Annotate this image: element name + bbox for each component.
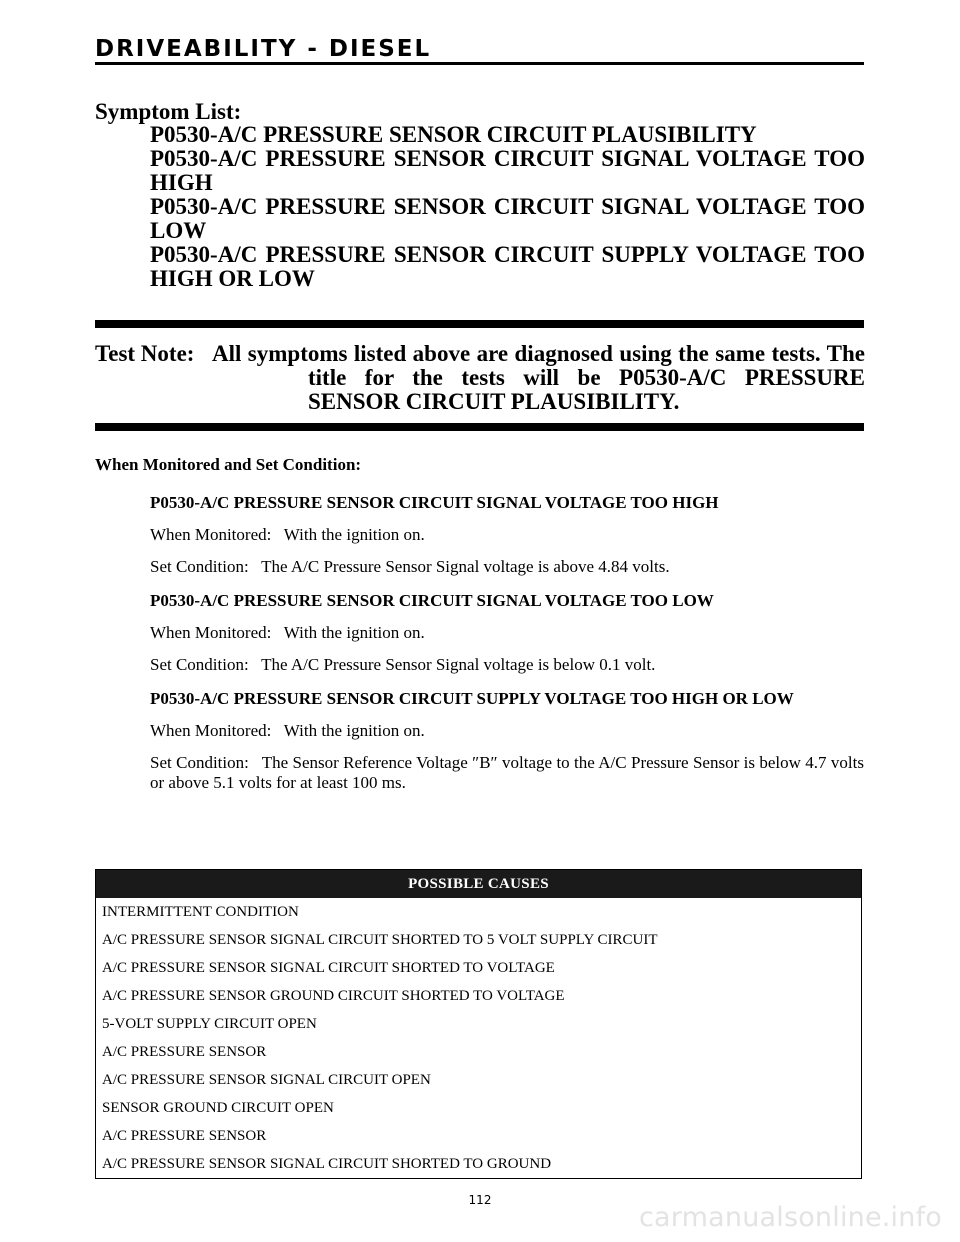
test-note-label: Test Note: <box>95 341 195 366</box>
cause-row: A/C PRESSURE SENSOR <box>102 1044 267 1060</box>
conditions-section <box>150 493 869 805</box>
cause-row: A/C PRESSURE SENSOR SIGNAL CIRCUIT SHORTED TO VOLTAGE <box>102 960 555 976</box>
cause-row: A/C PRESSURE SENSOR SIGNAL CIRCUIT SHORTED TO GROUND <box>102 1156 552 1172</box>
cause-row: INTERMITTENT CONDITION <box>102 904 299 920</box>
test-note-top-rule <box>95 320 864 328</box>
possible-causes-table <box>95 869 862 1179</box>
set-condition-text: Set Condition: The A/C Pressure Sensor Signal voltage is above 4.84 volts. <box>150 557 670 576</box>
possible-causes-header: POSSIBLE CAUSES <box>96 870 862 899</box>
page-number: 112 <box>468 1193 492 1207</box>
cause-row: A/C PRESSURE SENSOR SIGNAL CIRCUIT SHORTED TO 5 VOLT SUPPLY CIRCUIT <box>102 932 658 948</box>
cause-row: SENSOR GROUND CIRCUIT OPEN <box>102 1100 334 1116</box>
test-note-bottom-rule <box>95 423 864 431</box>
cause-row: A/C PRESSURE SENSOR SIGNAL CIRCUIT OPEN <box>102 1072 431 1088</box>
condition-group <box>150 493 864 577</box>
monitored-heading: When Monitored and Set Condition: <box>95 455 362 474</box>
symptom-item: P0530-A/C PRESSURE SENSOR CIRCUIT SIGNAL VOLTAGE TOO LOW <box>150 194 865 243</box>
when-monitored-text: When Monitored: With the ignition on. <box>150 525 425 544</box>
condition-title: P0530-A/C PRESSURE SENSOR CIRCUIT SIGNAL VOLTAGE TOO LOW <box>150 591 714 610</box>
cause-row: A/C PRESSURE SENSOR <box>102 1128 267 1144</box>
symptom-item: P0530-A/C PRESSURE SENSOR CIRCUIT SIGNAL VOLTAGE TOO HIGH <box>150 146 865 195</box>
cause-row: A/C PRESSURE SENSOR GROUND CIRCUIT SHORTED TO VOLTAGE <box>102 988 565 1004</box>
set-condition-text: Set Condition: The A/C Pressure Sensor Signal voltage is below 0.1 volt. <box>150 655 656 674</box>
when-monitored-text: When Monitored: With the ignition on. <box>150 721 425 740</box>
set-condition-text: Set Condition: The Sensor Reference Voltage ″B″ voltage to the A/C Pressure Sensor is below 4.7 volts or above 5.1 volts for at least 100 ms. <box>150 753 869 792</box>
condition-group <box>150 591 864 675</box>
condition-title: P0530-A/C PRESSURE SENSOR CIRCUIT SUPPLY VOLTAGE TOO HIGH OR LOW <box>150 689 794 708</box>
page-header-title: DRIVEABILITY - DIESEL <box>95 36 432 62</box>
symptom-item: P0530-A/C PRESSURE SENSOR CIRCUIT PLAUSIBILITY <box>150 122 757 147</box>
when-monitored-text: When Monitored: With the ignition on. <box>150 623 425 642</box>
test-note-body <box>212 342 865 414</box>
watermark[interactable]: carmanualsonline.info <box>639 1202 942 1233</box>
header-rule <box>95 62 864 65</box>
condition-title: P0530-A/C PRESSURE SENSOR CIRCUIT SIGNAL VOLTAGE TOO HIGH <box>150 493 719 512</box>
test-note-text: All symptoms listed above are diagnosed using the same tests. The title for the tests will be P0530-A/C PRESSURE SENSOR CIRCUIT PLAUSIBILITY. <box>212 341 865 414</box>
condition-group <box>150 689 869 793</box>
cause-row: 5-VOLT SUPPLY CIRCUIT OPEN <box>102 1016 317 1032</box>
symptom-list <box>150 123 865 291</box>
symptom-item: P0530-A/C PRESSURE SENSOR CIRCUIT SUPPLY VOLTAGE TOO HIGH OR LOW <box>150 242 865 291</box>
symptom-list-heading: Symptom List: <box>95 99 242 124</box>
